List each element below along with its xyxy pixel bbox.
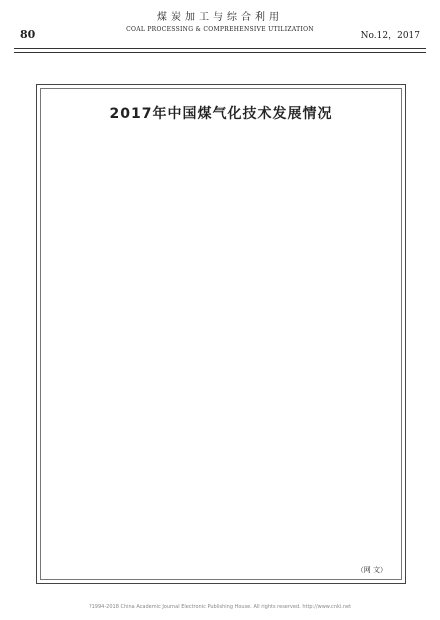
body-line (49, 414, 393, 422)
body-line (49, 523, 393, 531)
body-line (49, 339, 393, 347)
body-line (49, 146, 393, 154)
body-line (49, 305, 393, 313)
article-body (49, 129, 393, 574)
body-line (49, 473, 393, 481)
issue-number: No.12，2017 (360, 31, 420, 41)
body-line (49, 549, 393, 557)
body-line (49, 179, 393, 187)
body-line (49, 322, 393, 330)
body-line (49, 272, 393, 280)
body-line (49, 448, 393, 456)
header-rule-thin (14, 52, 426, 53)
body-line (49, 356, 393, 364)
journal-title-en: COAL PROCESSING & COMPREHENSIVE UTILIZATION (126, 26, 314, 33)
body-line (49, 439, 393, 447)
body-line (49, 423, 393, 431)
copyright-footer: ?1994-2018 China Academic Journal Electronic Publishing House. All rights reserved. http://www.cnki.net (88, 604, 352, 610)
body-line (49, 381, 393, 389)
body-line (49, 398, 393, 406)
body-line (49, 347, 393, 355)
body-line (49, 507, 393, 515)
body-line (49, 456, 393, 464)
body-line (49, 263, 393, 271)
body-line (49, 246, 393, 254)
body-line (49, 221, 393, 229)
body-line (49, 364, 393, 372)
body-line (49, 372, 393, 380)
body-line (49, 330, 393, 338)
body-line (49, 238, 393, 246)
body-line (49, 406, 393, 414)
body-line (49, 557, 393, 565)
body-line (49, 255, 393, 263)
body-line (49, 515, 393, 523)
body-line (49, 205, 393, 213)
body-line (49, 297, 393, 305)
body-line (49, 213, 393, 221)
article-title: 2017年中国煤气化技术发展情况 (109, 106, 333, 122)
body-line (49, 498, 393, 506)
article-source: （网 文） (356, 566, 387, 574)
body-line (49, 129, 393, 137)
body-line (49, 465, 393, 473)
body-line (49, 431, 393, 439)
body-line (49, 389, 393, 397)
body-line (49, 288, 393, 296)
body-line (49, 565, 393, 573)
header-rule-thick (14, 48, 426, 49)
page-number: 80 (20, 28, 36, 41)
journal-title-cn: 煤炭加工与综合利用 (157, 12, 283, 23)
body-line (49, 137, 393, 145)
article-frame (36, 84, 406, 584)
body-line (49, 188, 393, 196)
body-line (49, 196, 393, 204)
body-line (49, 490, 393, 498)
body-line (49, 171, 393, 179)
body-line (49, 154, 393, 162)
journal-header (0, 0, 440, 58)
body-line (49, 230, 393, 238)
body-line (49, 280, 393, 288)
body-line (49, 540, 393, 548)
body-line (49, 532, 393, 540)
body-line (49, 481, 393, 489)
body-line (49, 163, 393, 171)
body-line (49, 314, 393, 322)
